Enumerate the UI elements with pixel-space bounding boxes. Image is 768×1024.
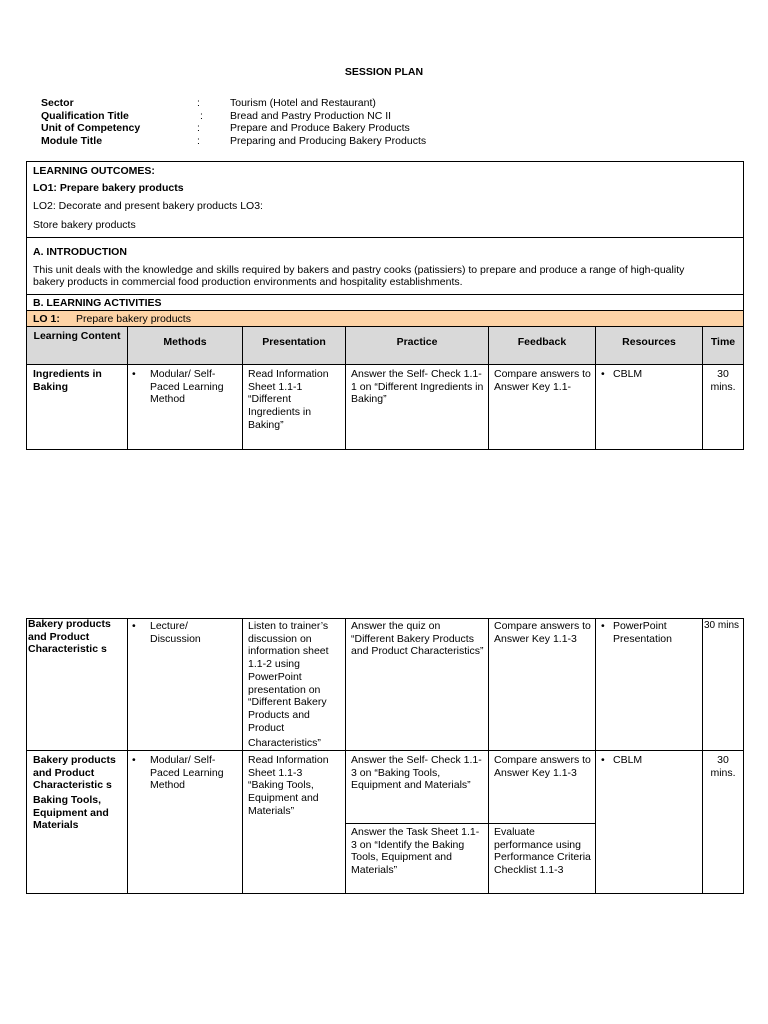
bullet: • xyxy=(601,754,605,766)
bullet: • xyxy=(601,368,605,380)
bullet: • xyxy=(132,620,136,632)
colon: : xyxy=(200,110,203,122)
row2-resource xyxy=(601,620,701,645)
colon: : xyxy=(197,135,200,147)
row2-content: Bakery products and Product Characteristic s xyxy=(28,618,111,656)
bullet: • xyxy=(601,620,605,632)
row3-resource-text: CBLM xyxy=(613,754,643,766)
lo-label: LO 1: xyxy=(33,313,60,325)
row2-method-text: Lecture/ Discussion xyxy=(150,620,201,645)
colon: : xyxy=(197,122,200,134)
intro-text: bakery products in commercial food production environments and hospitality establishments. xyxy=(33,276,463,288)
row3-content: Bakery products and Product Characteristic s xyxy=(33,754,116,792)
row3-content-topic: Baking Tools, Equipment and Materials xyxy=(33,794,109,832)
row2-method xyxy=(132,620,240,645)
row2-resource-text: PowerPoint Presentation xyxy=(613,620,672,645)
row1-method-text: Modular/ Self-Paced Learning Method xyxy=(150,368,224,406)
unit-value: Prepare and Produce Bakery Products xyxy=(230,122,410,134)
row3-method-text: Modular/ Self-Paced Learning Method xyxy=(150,754,224,792)
column-divider xyxy=(488,618,489,894)
column-divider xyxy=(595,618,596,894)
qualification-value: Bread and Pastry Production NC II xyxy=(230,110,392,122)
sector-value: Tourism (Hotel and Restaurant) xyxy=(230,97,376,109)
bullet: • xyxy=(132,368,136,380)
divider xyxy=(26,237,744,238)
row1-time-unit: mins. xyxy=(710,380,736,393)
activities-heading: B. LEARNING ACTIVITIES xyxy=(33,297,162,309)
row3-practice-self-check: Answer the Self- Check 1.1-3 on “Baking Tools, Equipment and Materials” xyxy=(351,754,482,792)
row2-practice: Answer the quiz on “Different Bakery Products and Product Characteristics” xyxy=(351,620,484,658)
row3-presentation: Read Information Sheet 1.1-3 “Baking Tools, Equipment and Materials” xyxy=(248,754,329,817)
column-header-presentation: Presentation xyxy=(262,336,326,348)
row1-time-value: 30 xyxy=(717,368,729,380)
intro-heading: A. INTRODUCTION xyxy=(33,246,127,258)
divider xyxy=(26,294,744,295)
lo3-text: Store bakery products xyxy=(33,219,136,231)
sector-label: Sector xyxy=(41,97,74,109)
row1-content: Ingredients in Baking xyxy=(33,368,102,393)
module-value: Preparing and Producing Bakery Products xyxy=(230,135,427,147)
lo-text: Prepare bakery products xyxy=(76,313,191,325)
row1-resource-text: CBLM xyxy=(613,368,643,380)
divider xyxy=(26,364,744,365)
row2-time: 30 mins xyxy=(704,620,740,631)
column-header-feedback: Feedback xyxy=(517,336,567,348)
row2-presentation: Characteristics” xyxy=(248,737,321,749)
column-header-methods: Methods xyxy=(163,336,207,348)
row3-time-value: 30 xyxy=(717,754,729,766)
row1-time xyxy=(703,368,743,393)
row2-presentation: Listen to trainer’s discussion on information sheet 1.1-2 using PowerPoint presentation on “Different Bakery Products and Product xyxy=(248,620,329,734)
module-label: Module Title xyxy=(41,135,103,147)
row3-practice-task-sheet: Answer the Task Sheet 1.1-3 on “Identify the Baking Tools, Equipment and Materials” xyxy=(351,826,480,877)
row3-time-unit: mins. xyxy=(710,766,736,779)
row1-resource xyxy=(601,368,701,381)
column-divider xyxy=(127,618,128,894)
bullet: • xyxy=(132,754,136,766)
qualification-label: Qualification Title xyxy=(41,110,129,122)
row3-feedback-evaluate: Evaluate performance using Performance Criteria Checklist 1.1-3 xyxy=(494,826,591,877)
row1-presentation: Read Information Sheet 1.1-1 “Different Ingredients in Baking” xyxy=(248,368,329,431)
row3-feedback-compare: Compare answers to Answer Key 1.1-3 xyxy=(494,754,591,779)
lo2-text: LO2: Decorate and present bakery products LO3: xyxy=(33,200,263,212)
intro-text: This unit deals with the knowledge and skills required by bakers and pastry cooks (patissiers) to prepare and produce a range of high-quality xyxy=(33,264,685,276)
lo1-text: LO1: Prepare bakery products xyxy=(33,182,184,194)
row3-resource xyxy=(601,754,701,767)
row3-time xyxy=(703,754,743,779)
column-divider xyxy=(345,618,346,894)
column-divider xyxy=(242,618,243,894)
page-title: SESSION PLAN xyxy=(344,66,424,78)
row3-method xyxy=(132,754,240,792)
column-header-time: Time xyxy=(710,336,736,348)
outcomes-heading: LEARNING OUTCOMES: xyxy=(33,165,155,177)
divider xyxy=(26,750,744,751)
unit-label: Unit of Competency xyxy=(41,122,141,134)
column-header-resources: Resources xyxy=(622,336,676,348)
row1-feedback: Compare answers to Answer Key 1.1- xyxy=(494,368,591,393)
row1-practice: Answer the Self- Check 1.1-1 on “Different Ingredients in Baking” xyxy=(351,368,484,406)
column-header-practice: Practice xyxy=(396,336,438,348)
colon: : xyxy=(197,97,200,109)
column-header-learning-content: Learning Content xyxy=(33,330,121,342)
row1-method xyxy=(132,368,240,406)
divider xyxy=(345,823,596,824)
row2-feedback: Compare answers to Answer Key 1.1-3 xyxy=(494,620,591,645)
